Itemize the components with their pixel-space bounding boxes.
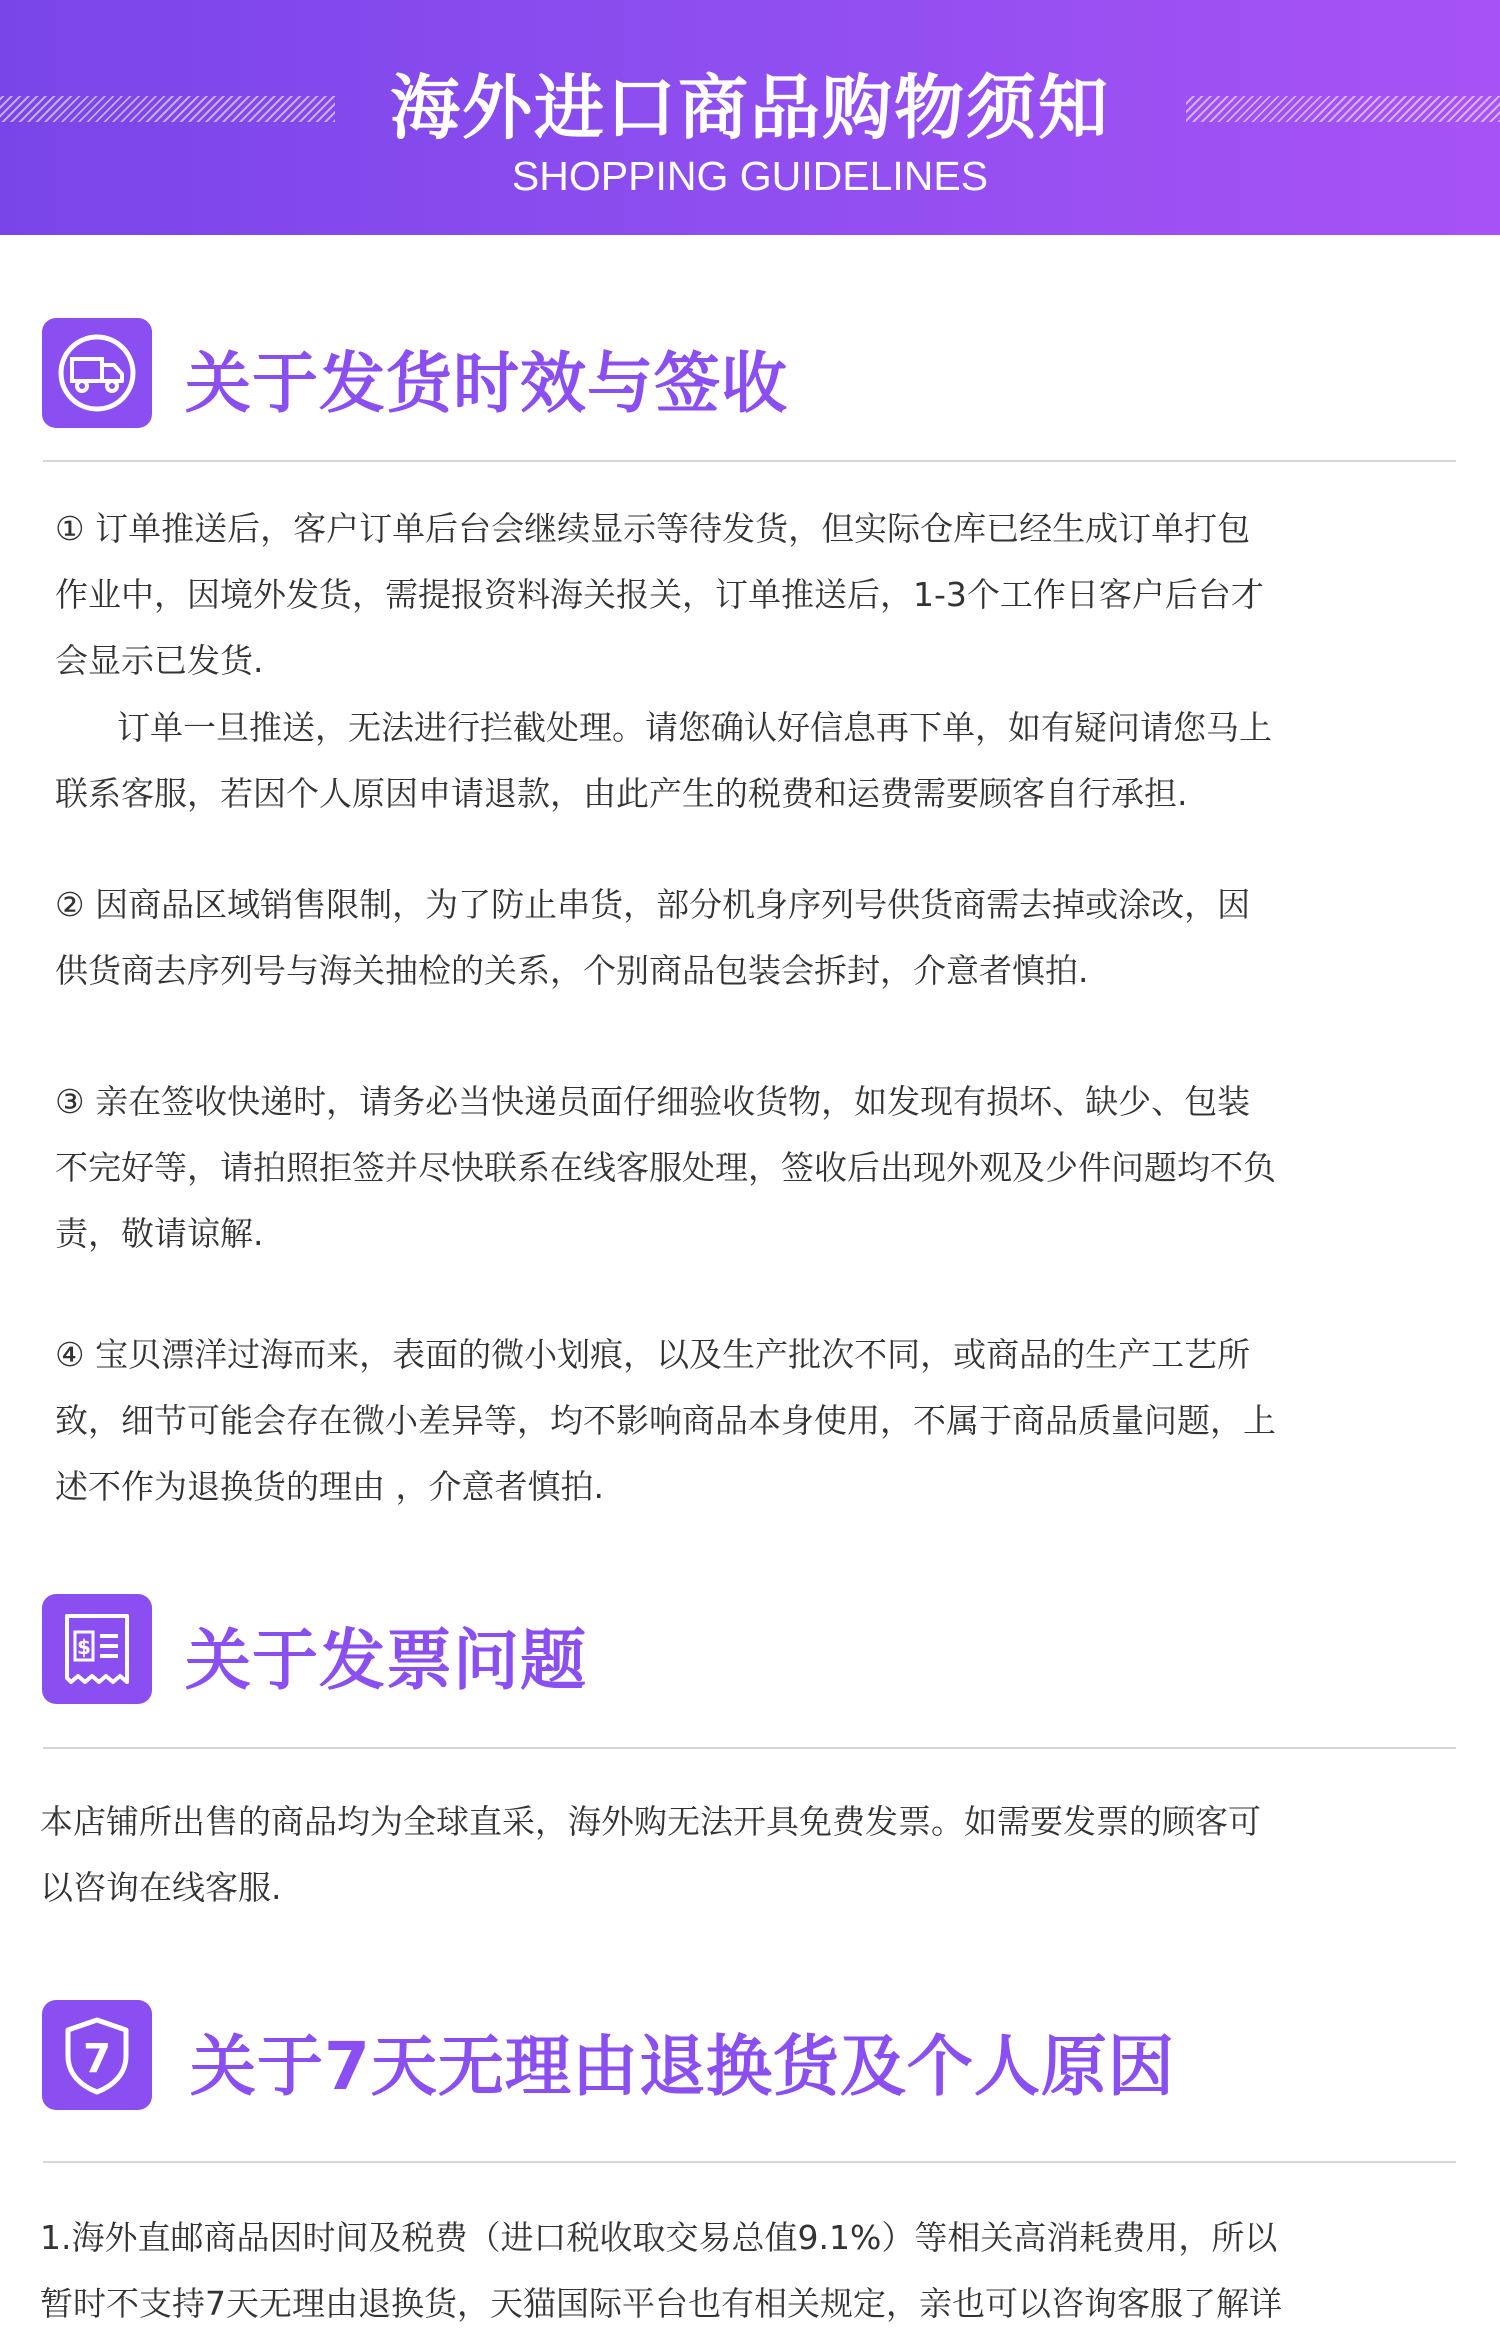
page-title: 海外进口商品购物须知 [390,67,1110,149]
text-line: ③ 亲在签收快递时，请务必当快递员面仔细验收货物，如发现有损坏、缺少、包装 [55,1082,1251,1121]
section-divider [43,2161,1456,2163]
paragraph-shipping-1 [55,496,1475,694]
delivery-truck-icon [42,318,152,428]
page-subtitle: SHOPPING GUIDELINES [511,153,989,199]
paragraph-return-policy [40,2205,1460,2337]
invoice-receipt-icon [42,1594,152,1704]
text-line: 致，细节可能会存在微小差异等，均不影响商品本身使用，不属于商品质量问题，上 [55,1401,1276,1440]
text-line: 订单一旦推送，无法进行拦截处理。请您确认好信息再下单，如有疑问请您马上 [117,708,1272,747]
header-banner [0,0,1500,235]
text-line: ④ 宝贝漂洋过海而来，表面的微小划痕，以及生产批次不同，或商品的生产工艺所 [55,1335,1251,1374]
text-line: 责，敬请谅解. [55,1214,264,1253]
text-line: ① 订单推送后，客户订单后台会继续显示等待发货，但实际仓库已经生成订单打包 [55,509,1251,548]
text-line: 作业中，因境外发货，需提报资料海关报关，订单推送后，1-3个工作日客户后台才 [55,575,1264,614]
text-line: 以咨询在线客服. [40,1868,282,1907]
text-line: 供货商去序列号与海关抽检的关系，个别商品包装会拆封，介意者慎拍. [55,951,1089,990]
seven-day-shield-icon [42,2000,152,2110]
paragraph-shipping-3 [55,1069,1475,1267]
text-line: 联系客服，若因个人原因申请退款，由此产生的税费和运费需要顾客自行承担. [55,774,1188,813]
svg-text:7: 7 [83,2036,111,2082]
paragraph-shipping-2 [55,872,1475,1004]
text-line: 本店铺所出售的商品均为全球直采，海外购无法开具免费发票。如需要发票的顾客可 [40,1802,1261,1841]
section-title-invoice: 关于发票问题 [185,1622,587,1699]
paragraph-shipping-interception [55,695,1475,827]
section-divider [43,1747,1456,1749]
paragraph-shipping-4 [55,1322,1475,1520]
section-divider [43,460,1456,462]
text-line: 会显示已发货. [55,641,264,680]
text-line: 暂时不支持7天无理由退换货，天猫国际平台也有相关规定，亲也可以咨询客服了解详 [40,2284,1282,2323]
svg-text:$: $ [77,1635,91,1659]
text-line: 不完好等，请拍照拒签并尽快联系在线客服处理，签收后出现外观及少件问题均不负 [55,1148,1276,1187]
text-line: 述不作为退换货的理由 ，介意者慎拍. [55,1467,604,1506]
section-title-shipping: 关于发货时效与签收 [185,345,788,422]
section-title-return-policy: 关于7天无理由退换货及个人原因 [190,2028,1175,2105]
text-line: 1.海外直邮商品因时间及税费（进口税收取交易总值9.1%）等相关高消耗费用，所以 [40,2218,1278,2257]
text-line: ② 因商品区域销售限制，为了防止串货，部分机身序列号供货商需去掉或涂改，因 [55,885,1251,924]
paragraph-invoice [40,1789,1460,1921]
